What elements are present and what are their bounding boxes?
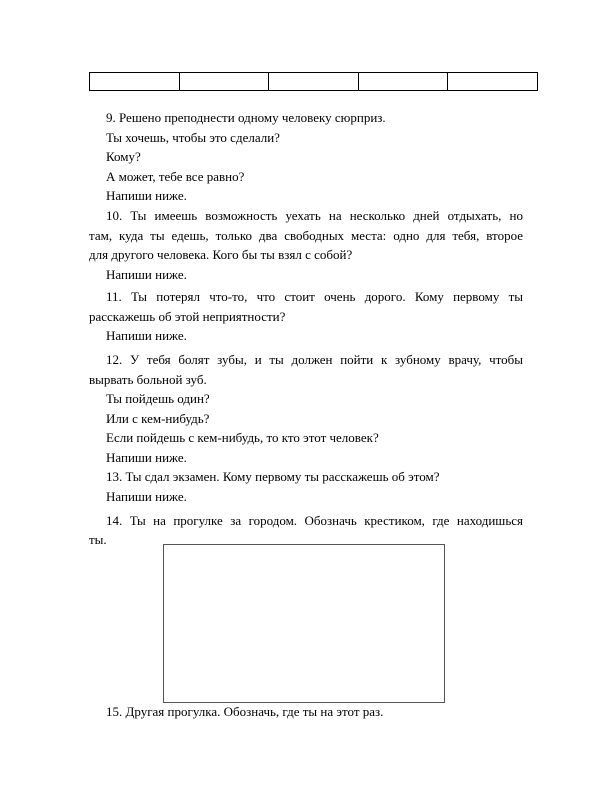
- question-11-text-2: расскажешь об этой неприятности?: [89, 308, 286, 324]
- question-12-line-4: Или с кем-нибудь?: [106, 410, 210, 426]
- question-9-text: 9. Решено преподнести одному человеку сюрприз.: [106, 110, 386, 125]
- question-9: [89, 108, 523, 206]
- question-9-line-4: А может, тебе все равно?: [106, 168, 245, 184]
- answer-cell-1: [90, 73, 180, 91]
- question-12-line-5: Если пойдешь с кем-нибудь, то кто этот человек?: [106, 430, 379, 445]
- answer-cell-3: [269, 73, 359, 91]
- question-9-line-3: Кому?: [106, 149, 141, 164]
- answer-cell-2: [179, 73, 269, 91]
- question-10-text-1: 10. Ты имеешь возможность уехать на несколько дней отдыхать, но: [106, 208, 523, 223]
- question-9-line-2: Ты хочешь, чтобы это сделали?: [106, 129, 280, 145]
- answer-table-row: [90, 73, 538, 91]
- question-9-instruction: Напиши ниже.: [106, 188, 187, 203]
- question-10: [89, 206, 523, 284]
- question-12-text-2: вырвать больной зуб.: [89, 371, 207, 387]
- answer-table: [89, 72, 538, 91]
- question-10-text-3: для другого человека. Кого бы ты взял с собой?: [89, 247, 353, 262]
- question-10-text-2: там, куда ты едешь, только два свободных места: одно для тебя, второе: [89, 227, 523, 243]
- question-13-instruction: Напиши ниже.: [106, 488, 187, 504]
- question-15: [89, 702, 523, 722]
- question-14-text-2: ты.: [89, 531, 107, 547]
- question-13-text: 13. Ты сдал экзамен. Кому первому ты расскажешь об этом?: [106, 469, 440, 484]
- question-11: [89, 287, 523, 346]
- question-12-line-3: Ты пойдешь один?: [106, 391, 210, 406]
- question-12-instruction: Напиши ниже.: [106, 449, 187, 465]
- answer-cell-5: [448, 73, 538, 91]
- question-13: [89, 467, 523, 506]
- answer-cell-4: [358, 73, 448, 91]
- question-14: [89, 511, 523, 548]
- question-10-instruction: Напиши ниже.: [106, 266, 187, 282]
- question-11-text-1: 11. Ты потерял что-то, что стоит очень дорого. Кому первому ты: [106, 289, 523, 304]
- question-15-text: 15. Другая прогулка. Обозначь, где ты на этот раз.: [106, 704, 384, 719]
- question-12: [89, 350, 523, 467]
- question-14-text-1: 14. Ты на прогулке за городом. Обозначь крестиком, где находишься: [106, 513, 523, 528]
- question-12-text-1: 12. У тебя болят зубы, и ты должен пойти к зубному врачу, чтобы: [106, 352, 523, 367]
- drawing-area-box[interactable]: [163, 544, 445, 703]
- question-11-instruction: Напиши ниже.: [106, 328, 187, 343]
